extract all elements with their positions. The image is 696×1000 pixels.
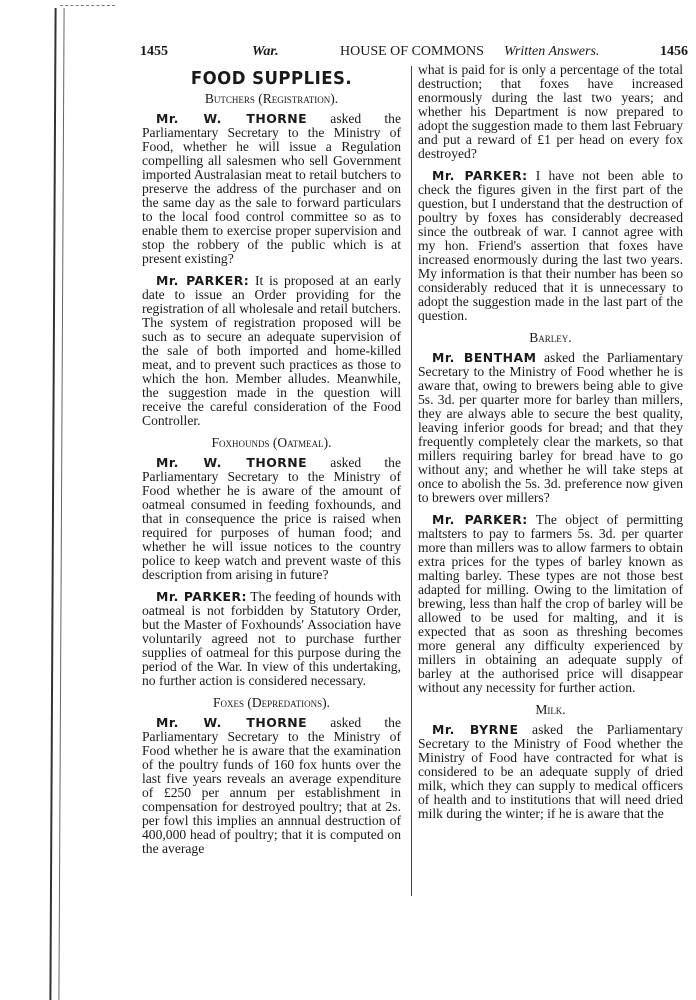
section-title: FOOD SUPPLIES.	[190, 68, 353, 89]
paragraph-text: I have not been able to check the figures given in the first part of the question, but I understand that the destruction of poultry by foxes has considerably decreased since the outbreak of war. I cannot agree with my hon. Friend's assertion that foxes have increased enormously during the last two years. My information is that their number has been so considerably reduced that it is unnecessary to adopt the suggestion made in the last part of the question.	[418, 168, 683, 323]
subheading-butchers: Butchers (Registration).	[204, 91, 339, 106]
subheading-foxhounds: Foxhounds (Oatmeal).	[211, 435, 332, 450]
left-column	[142, 66, 401, 864]
speaker-name: Mr. W. THORNE	[156, 111, 308, 126]
answer-paragraph	[418, 513, 683, 695]
speaker-name: Mr. PARKER:	[432, 168, 528, 183]
speaker-name: Mr. W. THORNE	[156, 455, 308, 470]
paragraph-text: The object of permitting maltsters to pay to farmers 5s. 3d. per quarter more than millers was to allow farmers to obtain extra prices for the types of barley known as malting barley. These types are not those best adapted for milling. Owing to the limitation of brewing, less than half the crop of barley will be allowed to be used for malting, and it is expected that as soon as threshing becomes more general any difficulty experienced by millers in obtaining an adequate supply of barley at the authorised price will disappear without any necessity for further action.	[418, 512, 683, 695]
page-header	[140, 44, 688, 62]
paragraph-text: asked the Parliamentary Secretary to the Ministry of Food whether he is aware that, owing to brewers being able to give 5s. 3d. per quarter more for barley than millers, they are always able to secure the best quality, leaving inferior goods for bread; and that they frequently completely clear the markets, so that millers requiring barley for bread have to go without any; and whether he will take steps at once to abolish the 5s. 3d. preference now given to brewers over millers?	[418, 350, 684, 505]
running-title: HOUSE OF COMMONS	[340, 44, 484, 59]
page-binding-edge	[49, 8, 64, 1000]
question-paragraph	[142, 716, 401, 856]
question-paragraph	[418, 723, 683, 821]
left-running-topic: War.	[252, 44, 279, 59]
page-binding-top-edge	[60, 5, 115, 6]
speaker-name: Mr. W. THORNE	[156, 715, 308, 730]
question-paragraph	[142, 112, 401, 266]
paragraph-text: It is proposed at an early date to issue an Order providing for the registration of all wholesale and retail butchers. The system of registration proposed will be such as to secure an adequate supervision of the sale of both imported and home-killed meat, and to prevent such practices as those to which the hon. Member alludes. Meanwhile, the suggestion made in the question will receive the careful consideration of the Food Controller.	[142, 273, 401, 428]
left-column-number: 1455	[140, 44, 168, 59]
subheading-milk: Milk.	[535, 702, 566, 717]
column-divider	[411, 66, 412, 896]
question-paragraph	[142, 456, 401, 582]
paragraph-text: asked the Parliamentary Secretary to the Ministry of Food whether he is aware of the amount of oatmeal consumed in feeding foxhounds, and that in consequence the price is raised when required for purposes of human food; and whether he will issue notices to the country police to keep watch and prevent waste of this description from arising in future?	[142, 455, 401, 582]
subheading-foxes: Foxes (Depredations).	[212, 695, 330, 710]
answer-paragraph	[142, 274, 401, 428]
right-column-number: 1456	[660, 44, 688, 59]
continued-question-paragraph: what is paid for is only a percentage of the total destruction; that foxes have increased enormously during the last two years; and whether his Department is now prepared to adopt the suggestion made to them last February and put a reward of £1 per head on every fox destroyed?	[418, 62, 683, 161]
right-running-topic: Written Answers.	[504, 44, 600, 59]
speaker-name: Mr. PARKER:	[432, 512, 528, 527]
speaker-name: Mr. BYRNE	[432, 722, 519, 737]
subheading-barley: Barley.	[529, 330, 572, 345]
answer-paragraph	[418, 169, 683, 323]
right-column	[418, 63, 683, 829]
answer-paragraph	[142, 590, 401, 688]
paragraph-text: asked the Parliamentary Secretary to the Ministry of Food whether the Ministry of Food have contracted for what is considered to be an adequate supply of dried milk, which they can supply to medical officers of health and to institutions that will need dried milk during the winter; if he is aware that the	[418, 722, 683, 821]
question-paragraph	[418, 351, 683, 505]
speaker-name: Mr. BENTHAM	[432, 350, 537, 365]
paragraph-text: The feeding of hounds with oatmeal is not forbidden by Statutory Order, but the Master of Foxhounds' Association have voluntarily agreed not to purchase further supplies of oatmeal for this purpose during the period of the War. In view of this undertaking, no further action is considered necessary.	[142, 589, 401, 688]
speaker-name: Mr. PARKER:	[156, 589, 247, 604]
paragraph-text: asked the Parliamentary Secretary to the Ministry of Food whether he is aware that the examination of the poultry funds of 160 fox hunts over the last five years reveals an average expenditure of £250 per annum per establishment in compensation for destroyed poultry; that at 2s. per fowl this implies an annnual destruction of 400,000 head of poultry; that it is computed on the average	[142, 715, 401, 856]
speaker-name: Mr. PARKER:	[156, 273, 250, 288]
paragraph-text: asked the Parliamentary Secretary to the Ministry of Food, whether he will issue a Regulation compelling all salesmen who sell Government imported Australasian meat to retail butchers to preserve the address of the purchaser and on the same day as the sale to forward particulars to the local food control committee so as to enable them to exercise proper supervision and stop the robbery of the public which is at present existing?	[142, 111, 401, 266]
